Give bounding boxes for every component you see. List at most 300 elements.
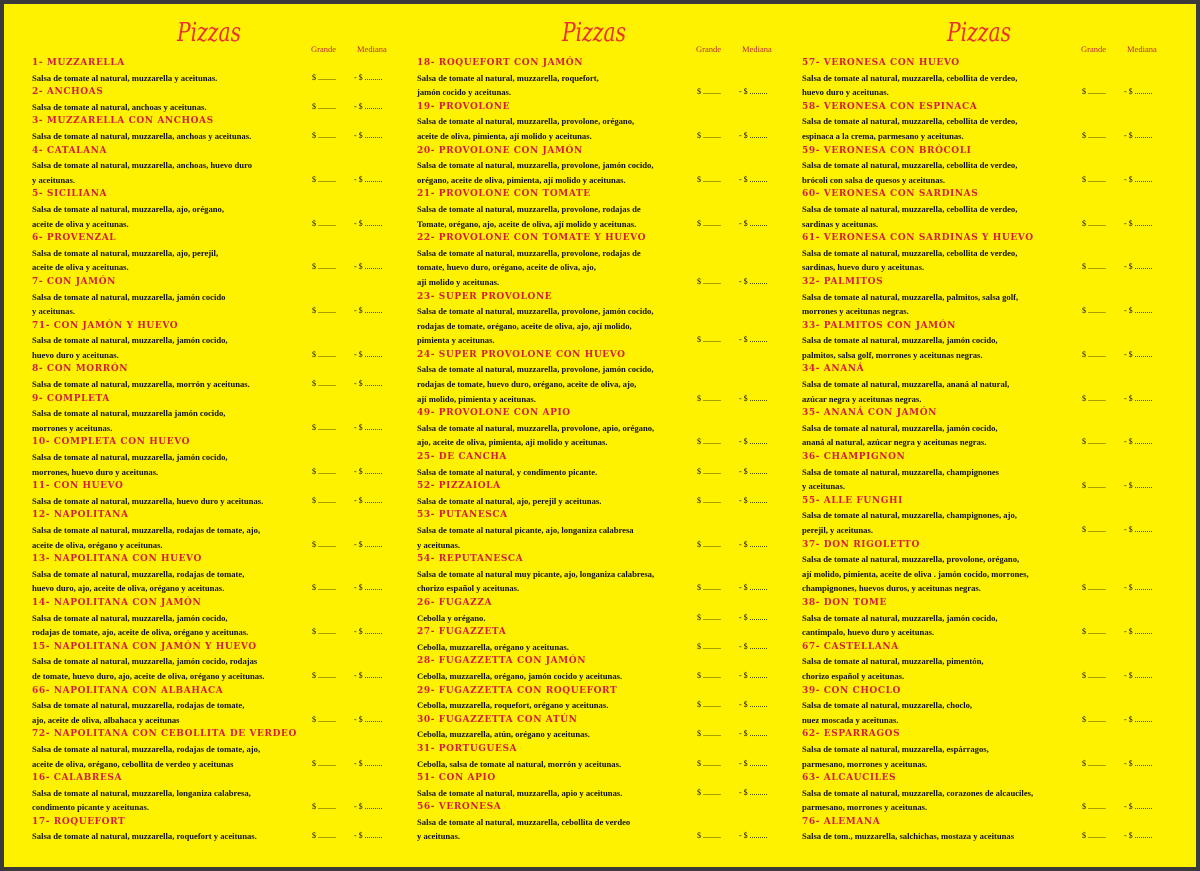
menu-item [417, 187, 785, 231]
item-description: Salsa de tomate al natural, muzzarella jamón cocido, morrones y aceitunas. [32, 408, 226, 433]
item-row [802, 611, 1170, 640]
item-description: Salsa de tomate al natural, muzzarella, cebollita de verdeo, sardinas y aceitunas. [802, 203, 1018, 229]
menu-item [32, 771, 400, 815]
price-grande: $ ......... [697, 539, 721, 549]
menu-item [417, 508, 785, 552]
item-row [802, 246, 1170, 275]
item-description: Salsa de tomate al natural, muzzarella, rodajas de tomate, huevo duro, ajo, aceite de oliva, orégano y aceitunas. [32, 568, 245, 594]
item-description: Salsa de tomate al natural picante, ajo, longaniza calabresa y aceitunas. [417, 525, 634, 550]
item-row [417, 567, 785, 596]
menu-item [417, 713, 785, 742]
price-grande: $ ......... [697, 437, 721, 447]
menu-item [32, 144, 400, 188]
menu-item [802, 771, 1170, 815]
menu-item [802, 640, 1170, 684]
item-name: 18- ROQUEFORT CON JAMÓN [417, 58, 584, 68]
price-grande: $ ......... [697, 700, 721, 710]
item-description: Salsa de tomate al natural, muzzarella, cebollita de verdeo, espinaca a la crema, parmesano y aceitunas. [802, 116, 1018, 141]
price-grande: $ ......... [697, 174, 721, 184]
menu-item [417, 56, 785, 100]
item-row [32, 202, 400, 231]
item-name: 55- ALLE FUNGHI [802, 495, 903, 506]
item-name: 53- PUTANESCA [417, 510, 508, 521]
item-list [32, 56, 400, 844]
price-mediana: - $ ......... [354, 802, 383, 812]
item-name: 3- MUZZARELLA CON ANCHOAS [32, 116, 214, 127]
price-mediana: - $ ......... [739, 700, 768, 710]
price-grande: $ ......... [697, 583, 721, 593]
price-grande: $ ......... [1082, 393, 1106, 403]
section-title: Pizzas [946, 18, 1012, 48]
menu-item [417, 100, 785, 144]
item-name: 13- NAPOLITANA CON HUEVO [32, 554, 202, 565]
item-description: Salsa de tomate al natural, muzzarella, cebollita de verdeo y aceitunas. [417, 816, 631, 842]
menu-item [417, 450, 785, 479]
menu-item [802, 494, 1170, 538]
price-mediana: - $ ......... [739, 612, 768, 622]
price-mediana: - $ ......... [1124, 130, 1153, 140]
menu-item [417, 144, 785, 188]
item-name: 30- FUGAZZETTA CON ATÚN [417, 714, 578, 725]
price-mediana: - $ ......... [739, 437, 768, 447]
price-mediana: - $ ......... [1124, 525, 1153, 534]
size-header-grande: Grande [1081, 44, 1107, 54]
item-description: Salsa de tomate al natural, muzzarella, provolone, jamón cocido, rodajas de tomate, huevo duro, orégano, aceite de oliva, ajo, ají molido, pimienta y aceitunas. [417, 364, 654, 404]
item-row [802, 114, 1170, 143]
item-name: 24- SUPER PROVOLONE CON HUEVO [417, 349, 626, 360]
price-grande: $ ......... [312, 831, 336, 841]
item-description: Salsa de tomate al natural, muzzarella, provolone, rodajas de tomate, huevo duro, orégano, aceite de oliva, ajo, aji molido y aceitunas. [417, 247, 641, 287]
item-row [417, 362, 785, 406]
item-description: Salsa de tomate al natural, muzzarella, longaniza calabresa, condimento picante y aceitunas. [32, 787, 251, 813]
item-row [417, 158, 785, 187]
price-grande: $ ......... [312, 262, 336, 272]
section-title: Pizzas [176, 18, 242, 48]
menu-item [417, 479, 785, 508]
price-mediana: - $ ......... [1124, 627, 1153, 637]
menu-column-3 [802, 16, 1170, 844]
item-list [802, 56, 1170, 844]
item-name: 27- FUGAZZETA [417, 627, 507, 638]
item-row [417, 523, 785, 552]
price-grande: $ ......... [697, 612, 721, 622]
price-grande: $ ......... [1082, 349, 1106, 359]
price-mediana: - $ ......... [1124, 262, 1153, 272]
item-description: Salsa de tomate al natural, muzzarella, pimentón, chorizo español y aceitunas. [802, 656, 984, 681]
item-name: 66- NAPOLITANA CON ALBAHACA [32, 685, 224, 696]
price-grande: $ ......... [1082, 306, 1106, 316]
item-name: 35- ANANÁ CON JAMÓN [802, 408, 937, 419]
item-row [32, 377, 400, 392]
menu-item [417, 625, 785, 654]
menu-item [32, 479, 400, 508]
price-grande: $ ......... [1082, 583, 1106, 593]
menu-item [32, 640, 400, 684]
item-row [32, 450, 400, 479]
item-row [802, 377, 1170, 406]
item-description: Salsa de tomate al natural, muzzarella y aceitunas. [32, 72, 218, 83]
price-grande: $ ......... [312, 218, 336, 228]
menu-item [417, 596, 785, 625]
price-grande: $ ......... [312, 670, 336, 680]
item-description: Salsa de tomate al natural, muzzarella, provolone, orégano, aceite de oliva, pimienta, ají molido y aceitunas. [417, 116, 635, 141]
menu-item [32, 275, 400, 319]
price-mediana: - $ ......... [739, 276, 768, 286]
item-description: Salsa de tomate al natural, muzzarella, anchoas, huevo duro y aceitunas. [32, 160, 253, 185]
menu-item [417, 231, 785, 289]
price-mediana: - $ ......... [1124, 306, 1153, 316]
item-description: Cebolla, muzzarella, atún, orégano y aceitunas. [417, 729, 590, 740]
item-name: 38- DON TOME [802, 597, 887, 608]
item-name: 54- REPUTANESCA [417, 554, 524, 565]
menu-item [802, 450, 1170, 494]
price-grande: $ ......... [697, 335, 721, 345]
menu-item [32, 684, 400, 728]
item-description: Salsa de tomate al natural, muzzarella, provolone, apio, orégano, ajo, aceite de oliva, pimienta, ají molido y aceitunas. [417, 422, 655, 448]
item-row [417, 465, 785, 480]
price-grande: $ ......... [312, 583, 336, 593]
item-name: 17- ROQUEFORT [32, 816, 126, 827]
item-name: 76- ALEMANA [802, 816, 881, 827]
section-title: Pizzas [561, 18, 627, 48]
menu-item [32, 435, 400, 479]
price-mediana: - $ ......... [739, 831, 768, 841]
price-mediana: - $ ......... [739, 729, 768, 739]
item-name: 36- CHAMPIGNON [802, 452, 906, 463]
size-header-grande: Grande [696, 44, 722, 54]
item-row [802, 829, 1170, 844]
price-grande: $ ......... [1082, 802, 1106, 812]
price-grande: $ ......... [312, 349, 336, 359]
price-mediana: - $ ......... [354, 670, 383, 680]
menu-item [32, 596, 400, 640]
item-name: 56- VERONESA [417, 802, 502, 813]
price-mediana: - $ ......... [354, 262, 383, 272]
price-grande: $ ......... [1082, 525, 1106, 534]
item-name: 19- PROVOLONE [417, 101, 511, 112]
menu-item [802, 319, 1170, 363]
item-description: Salsa de tom., muzzarella, salchichas, mostaza y aceitunas [802, 831, 1015, 842]
menu-item [802, 144, 1170, 188]
price-mediana: - $ ......... [354, 539, 383, 549]
item-description: Salsa de tomate al natural, muzzarella, provolone, orégano, ají molido, pimienta, aceite de oliva . jamón cocido, morrones, champignones, huevos duros, y aceitunas negras. [802, 554, 1029, 594]
item-description: Salsa de tomate al natural, muzzarella, ajo, orégano, aceite de oliva y aceitunas. [32, 203, 224, 229]
item-row [802, 552, 1170, 596]
price-mediana: - $ ......... [739, 641, 768, 651]
item-name: 12- NAPOLITANA [32, 510, 129, 521]
item-row [32, 71, 400, 86]
item-description: Salsa de tomate al natural, muzzarella, huevo duro y aceitunas. [32, 495, 264, 506]
item-row [417, 815, 785, 844]
price-mediana: - $ ......... [739, 466, 768, 476]
price-mediana: - $ ......... [354, 495, 383, 505]
item-row [417, 611, 785, 626]
item-description: Salsa de tomate al natural, muzzarella, provolone, rodajas de Tomate, orégano, ajo, aceite de oliva, ají molido y aceitunas. [417, 203, 641, 229]
menu-item [417, 290, 785, 348]
price-mediana: - $ ......... [354, 758, 383, 768]
item-row [802, 158, 1170, 187]
item-row [32, 829, 400, 844]
item-description: Salsa de tomate al natural, muzzarella, corazones de alcauciles, parmesano, morrones y aceitunas. [802, 787, 1034, 813]
item-description: Salsa de tomate al natural, muzzarella, champignones, ajo, perejil, y aceitunas. [802, 510, 1017, 535]
item-row [802, 333, 1170, 362]
item-row [802, 290, 1170, 319]
price-grande: $ ......... [312, 539, 336, 549]
size-header-mediana: Mediana [1127, 44, 1157, 54]
menu-item [417, 771, 785, 800]
price-mediana: - $ ......... [1124, 349, 1153, 359]
price-grande: $ ......... [312, 130, 336, 140]
price-grande: $ ......... [697, 495, 721, 505]
item-row [32, 698, 400, 727]
price-grande: $ ......... [697, 87, 721, 97]
item-row [32, 129, 400, 144]
price-grande: $ ......... [312, 101, 336, 111]
menu-item [417, 742, 785, 771]
menu-item [417, 552, 785, 596]
price-grande: $ ......... [312, 802, 336, 812]
price-mediana: - $ ......... [739, 174, 768, 184]
menu-item [32, 231, 400, 275]
menu-item [802, 187, 1170, 231]
menu-item [417, 684, 785, 713]
item-name: 32- PALMITOS [802, 276, 884, 287]
size-header-mediana: Mediana [742, 44, 772, 54]
price-mediana: - $ ......... [739, 539, 768, 549]
price-mediana: - $ ......... [1124, 714, 1153, 724]
item-description: Salsa de tomate al natural, muzzarella, rodajas de tomate, ajo, aceite de oliva, orégano, cebollita de verdeo y aceitunas [32, 743, 261, 769]
price-mediana: - $ ......... [354, 72, 383, 82]
item-row [417, 757, 785, 772]
item-description: Salsa de tomate al natural, muzzarella, jamón cocido, huevo duro y aceitunas. [32, 335, 228, 360]
menu-item [417, 406, 785, 450]
menu-item [32, 552, 400, 596]
item-name: 52- PIZZAIOLA [417, 481, 501, 492]
item-row [32, 523, 400, 552]
item-row [32, 100, 400, 115]
item-description: Salsa de tomate al natural, muzzarella, ananá al natural, azúcar negra y aceitunas negras. [802, 379, 1010, 404]
price-grande: $ ......... [697, 670, 721, 680]
item-name: 29- FUGAZZETTA CON ROQUEFORT [417, 685, 618, 696]
item-row [417, 727, 785, 742]
item-name: 60- VERONESA CON SARDINAS [802, 189, 979, 200]
menu-item [802, 684, 1170, 728]
price-mediana: - $ ......... [1124, 393, 1153, 403]
item-description: Salsa de tomate al natural, muzzarella, morrón y aceitunas. [32, 379, 250, 390]
item-description: Salsa de tomate al natural, muzzarella, jamón cocido, rodajas de tomate, ajo, aceite de oliva, orégano y aceitunas. [32, 612, 249, 638]
item-name: 28- FUGAZZETTA CON JAMÓN [417, 656, 587, 667]
price-grande: $ ......... [312, 422, 336, 432]
price-grande: $ ......... [1082, 670, 1106, 680]
price-mediana: - $ ......... [354, 174, 383, 184]
price-grande: $ ......... [697, 466, 721, 476]
price-grande: $ ......... [1082, 831, 1106, 841]
item-name: 61- VERONESA CON SARDINAS Y HUEVO [802, 233, 1034, 244]
price-grande: $ ......... [312, 466, 336, 476]
menu-item [802, 362, 1170, 406]
item-name: 71- CON JAMÓN Y HUEVO [32, 320, 179, 331]
price-grande: $ ......... [312, 758, 336, 768]
item-description: Cebolla, muzzarella, orégano y aceitunas. [417, 641, 569, 652]
price-mediana: - $ ......... [1124, 831, 1153, 841]
item-row [32, 567, 400, 596]
item-row [417, 246, 785, 290]
item-name: 11- CON HUEVO [32, 481, 124, 492]
item-description: Salsa de tomate al natural, muzzarella, jamón cocido, cantimpalo, huevo duro y aceitunas. [802, 612, 998, 638]
price-mediana: - $ ......... [1124, 670, 1153, 680]
item-description: Salsa de tomate al natural, muzzarella, cebollita de verdeo, huevo duro y aceitunas. [802, 72, 1018, 98]
item-row [417, 421, 785, 450]
price-mediana: - $ ......... [739, 758, 768, 768]
price-mediana: - $ ......... [354, 130, 383, 140]
item-row [32, 742, 400, 771]
item-row [32, 406, 400, 435]
menu-item [802, 56, 1170, 100]
menu-page [4, 4, 1196, 867]
price-grande: $ ......... [312, 714, 336, 724]
item-name: 6- PROVENZAL [32, 233, 117, 244]
size-header-grande: Grande [311, 44, 337, 54]
price-grande: $ ......... [1082, 627, 1106, 637]
size-header-mediana: Mediana [357, 44, 387, 54]
item-description: Salsa de tomate al natural, muzzarella, ajo, perejil, aceite de oliva y aceitunas. [32, 247, 219, 273]
price-grande: $ ......... [1082, 87, 1106, 97]
price-mediana: - $ ......... [739, 393, 768, 403]
item-description: Salsa de tomate al natural, muzzarella, choclo, nuez moscada y aceitunas. [802, 700, 973, 725]
price-mediana: - $ ......... [739, 87, 768, 97]
price-mediana: - $ ......... [354, 306, 383, 316]
price-grande: $ ......... [312, 379, 336, 389]
menu-item [32, 508, 400, 552]
item-row [417, 71, 785, 100]
item-name: 7- CON JAMÓN [32, 276, 116, 287]
menu-column-1 [32, 16, 400, 844]
item-name: 16- CALABRESA [32, 773, 123, 784]
price-mediana: - $ ......... [354, 422, 383, 432]
item-row [417, 114, 785, 143]
price-mediana: - $ ......... [354, 831, 383, 841]
item-description: Salsa de tomate al natural, y condimento picante. [417, 466, 598, 477]
price-mediana: - $ ......... [739, 583, 768, 593]
price-grande: $ ......... [1082, 437, 1106, 447]
item-description: Salsa de tomate al natural, muzzarella, cebollita de verdeo, sardinas, huevo duro y aceitunas. [802, 247, 1018, 273]
item-description: Salsa de tomate al natural, ajo, perejil y aceitunas. [417, 495, 602, 506]
menu-item [32, 114, 400, 143]
item-name: 1- MUZZARELLA [32, 58, 125, 68]
price-grande: $ ......... [1082, 758, 1106, 768]
item-name: 10- COMPLETA CON HUEVO [32, 437, 191, 448]
price-mediana: - $ ......... [354, 714, 383, 724]
item-description: Salsa de tomate al natural, muzzarella, champignones y aceitunas. [802, 466, 1000, 492]
item-row [417, 640, 785, 655]
item-row [417, 202, 785, 231]
menu-item [802, 596, 1170, 640]
menu-column-2 [417, 16, 785, 844]
item-name: 21- PROVOLONE CON TOMATE [417, 189, 591, 200]
item-name: 23- SUPER PROVOLONE [417, 291, 553, 302]
price-grande: $ ......... [697, 831, 721, 841]
item-name: 34- ANANÁ [802, 364, 865, 375]
price-mediana: - $ ......... [1124, 174, 1153, 184]
menu-item [802, 727, 1170, 771]
item-row [802, 786, 1170, 815]
item-name: 25- DE CANCHA [417, 452, 508, 463]
item-name: 59- VERONESA CON BRÓCOLI [802, 145, 972, 156]
menu-item [32, 319, 400, 363]
item-description: Salsa de tomate al natural, muzzarella, jamón cocido, ananá al natural, azúcar negra y aceitunas negras. [802, 422, 998, 448]
price-grande: $ ......... [312, 627, 336, 637]
price-grande: $ ......... [697, 729, 721, 739]
price-mediana: - $ ......... [1124, 437, 1153, 447]
price-mediana: - $ ......... [1124, 218, 1153, 228]
price-grande: $ ......... [1082, 218, 1106, 228]
item-row [417, 786, 785, 801]
item-description: Salsa de tomate al natural, muzzarella, espárragos, parmesano, morrones y aceitunas. [802, 743, 989, 769]
item-list [417, 56, 785, 844]
item-name: 67- CASTELLANA [802, 641, 899, 652]
item-row [802, 508, 1170, 537]
price-grande: $ ......... [697, 276, 721, 286]
price-grande: $ ......... [1082, 714, 1106, 724]
item-description: Salsa de tomate al natural, muzzarella, apio y aceitunas. [417, 787, 623, 798]
price-grande: $ ......... [1082, 130, 1106, 140]
item-name: 4- CATALANA [32, 145, 108, 156]
item-row [802, 742, 1170, 771]
menu-item [417, 348, 785, 406]
item-description: Cebolla, muzzarella, orégano, jamón cocido y aceitunas. [417, 670, 623, 681]
menu-item [32, 727, 400, 771]
price-grande: $ ......... [312, 495, 336, 505]
item-description: Salsa de tomate al natural, muzzarella, roquefort y aceitunas. [32, 831, 257, 842]
price-grande: $ ......... [1082, 481, 1106, 491]
item-description: Salsa de tomate al natural, muzzarella, palmitos, salsa golf, morrones y aceitunas negras. [802, 291, 1019, 317]
menu-item [32, 56, 400, 85]
item-name: 5- SICILIANA [32, 189, 108, 200]
menu-item [802, 275, 1170, 319]
price-mediana: - $ ......... [354, 379, 383, 389]
item-name: 62- ESPARRAGOS [802, 729, 901, 740]
item-name: 72- NAPOLITANA CON CEBOLLITA DE VERDEO [32, 729, 297, 740]
item-row [32, 333, 400, 362]
item-description: Salsa de tomate al natural, muzzarella, jamón cocido, palmitos, salsa golf, morrones y aceitunas negras. [802, 335, 998, 360]
price-mediana: - $ ......... [354, 583, 383, 593]
item-name: 39- CON CHOCLO [802, 685, 901, 696]
item-row [32, 611, 400, 640]
price-mediana: - $ ......... [354, 627, 383, 637]
price-grande: $ ......... [697, 393, 721, 403]
item-name: 2- ANCHOAS [32, 87, 104, 98]
column-header [32, 16, 400, 56]
item-row [802, 654, 1170, 683]
item-row [802, 202, 1170, 231]
price-grande: $ ......... [312, 306, 336, 316]
price-grande: $ ......... [697, 218, 721, 228]
item-description: Salsa de tomate al natural, muzzarella, provolone, jamón cocido, rodajas de tomate, orégano, aceite de oliva, ajo, ají molido, pimienta y aceitunas. [417, 306, 654, 346]
price-grande: $ ......... [697, 130, 721, 140]
menu-item [417, 654, 785, 683]
item-name: 22- PROVOLONE CON TOMATE Y HUEVO [417, 233, 647, 244]
item-name: 63- ALCAUCILES [802, 773, 897, 784]
price-mediana: - $ ......... [1124, 583, 1153, 593]
price-grande: $ ......... [697, 787, 721, 797]
column-header [417, 16, 785, 56]
item-name: 49- PROVOLONE CON APIO [417, 408, 571, 419]
item-name: 57- VERONESA CON HUEVO [802, 58, 960, 68]
price-grande: $ ......... [312, 174, 336, 184]
item-name: 26- FUGAZZA [417, 597, 493, 608]
item-name: 58- VERONESA CON ESPINACA [802, 101, 978, 112]
item-description: Salsa de tomate al natural, muzzarella, cebollita de verdeo, brócoli con salsa de quesos y aceitunas. [802, 160, 1018, 185]
